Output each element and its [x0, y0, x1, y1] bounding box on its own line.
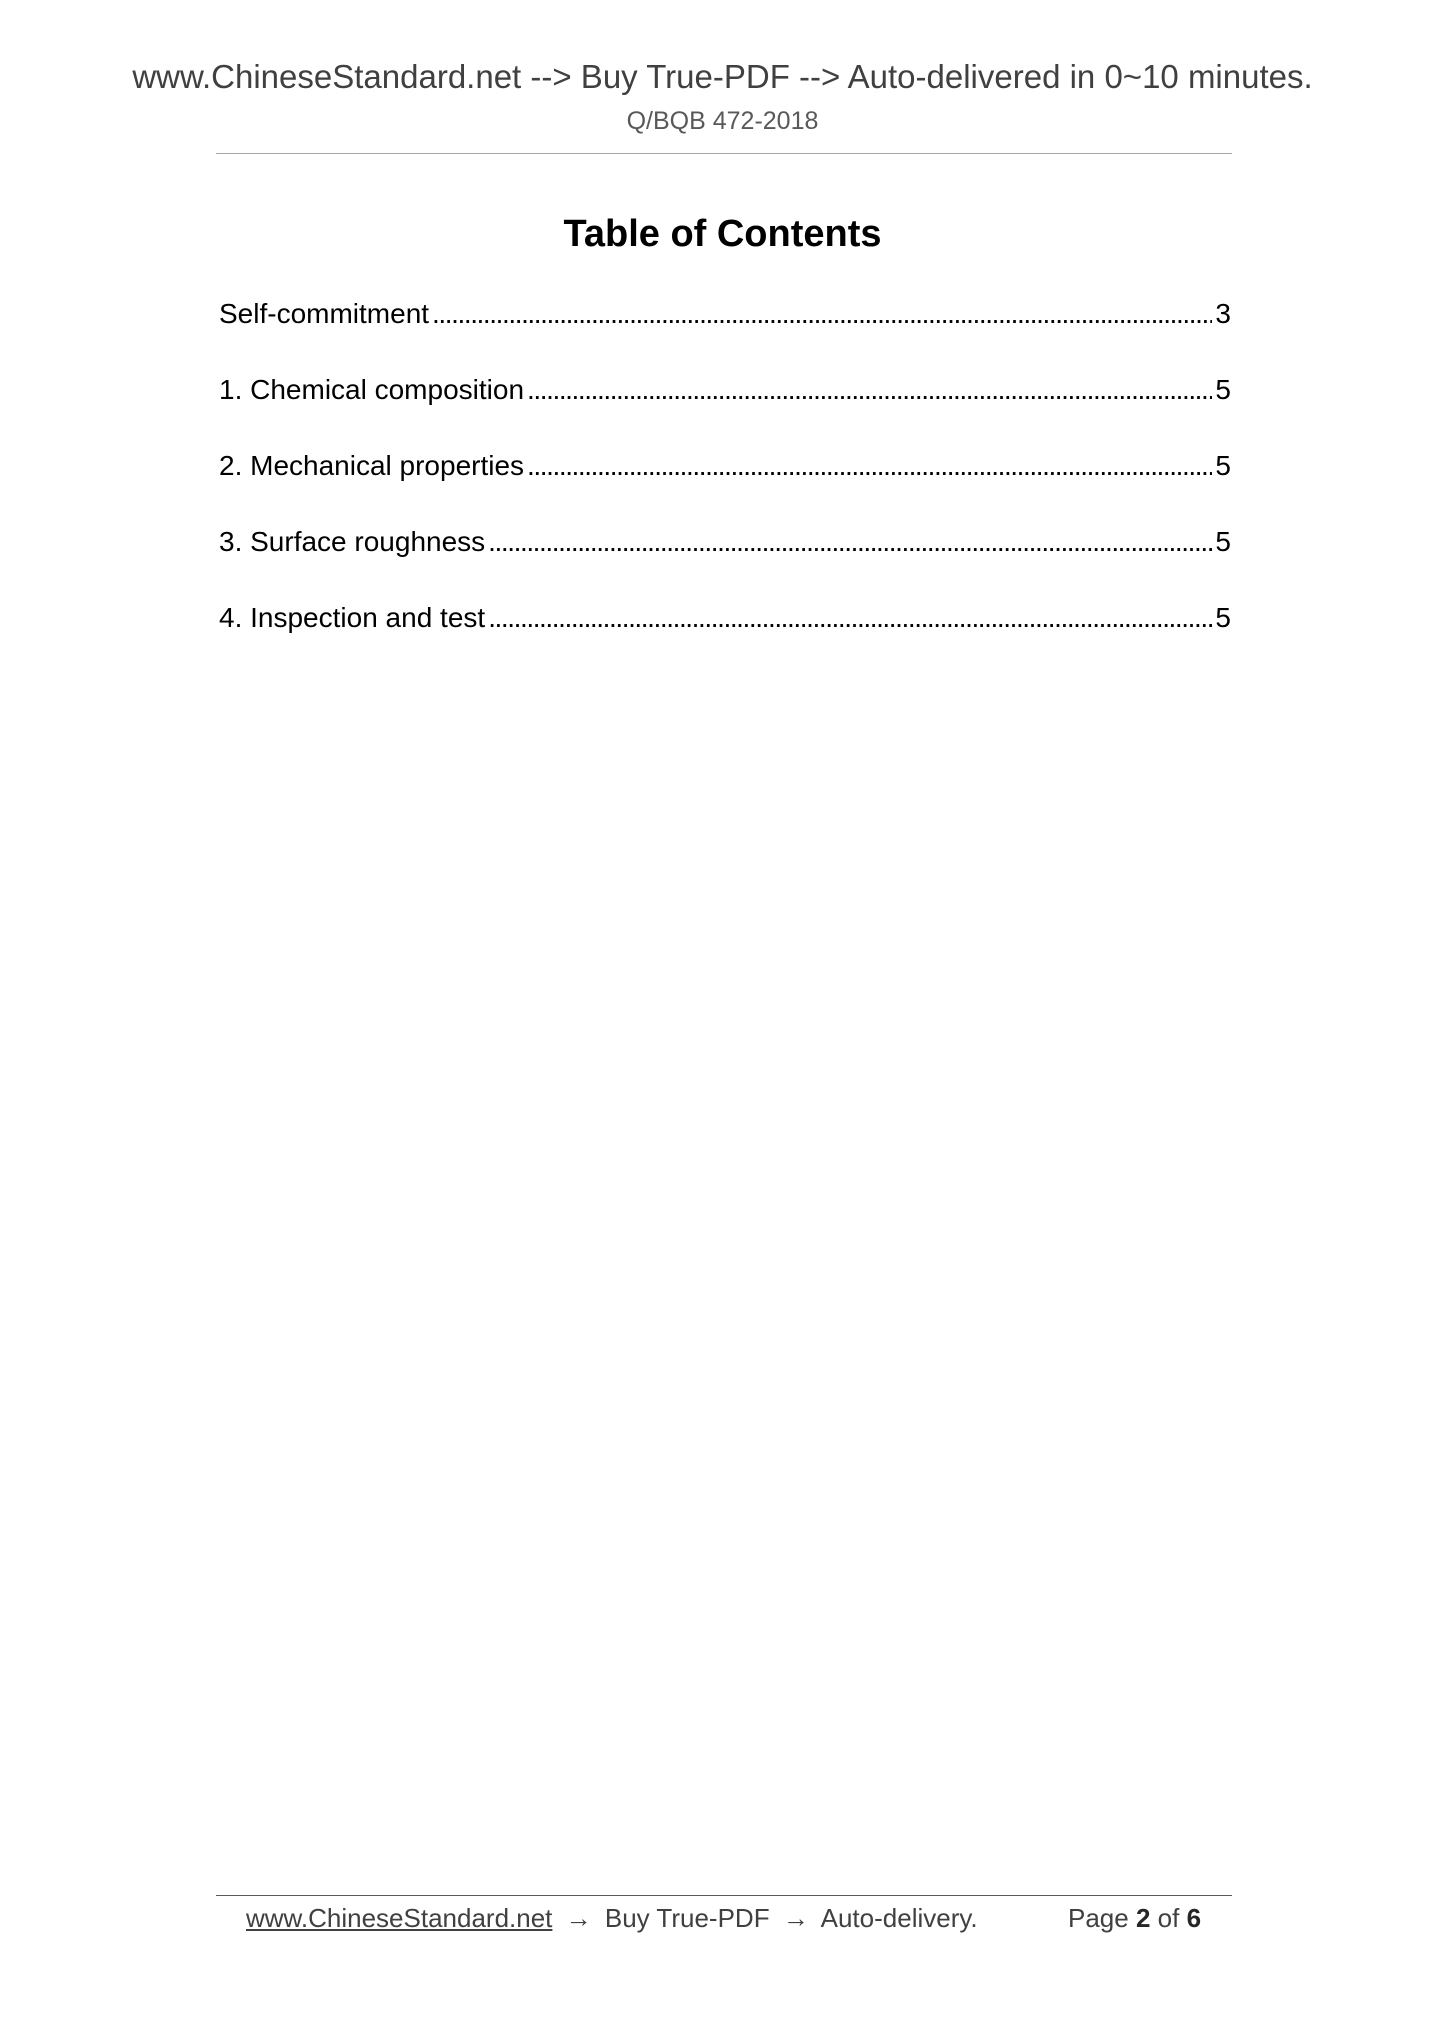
top-banner: www.ChineseStandard.net --> Buy True-PDF --> Auto-delivered in 0~10 minutes.: [132, 58, 1313, 95]
toc-entry-page: 5: [1215, 374, 1231, 405]
footer-delivery-text: Auto-delivery.: [820, 1903, 978, 1933]
toc-entry-page: 5: [1215, 602, 1231, 633]
toc-entry-page: 3: [1215, 298, 1231, 329]
right-arrow-icon: →: [565, 1903, 592, 1933]
toc-entry-page: 5: [1215, 450, 1231, 481]
toc-entry-chemical-composition[interactable]: [219, 373, 1231, 449]
page-footer: [246, 1903, 1226, 1937]
toc-entry-self-commitment[interactable]: [219, 297, 1231, 373]
toc-entry-label: 2. Mechanical properties: [219, 450, 525, 481]
of-word: of: [1157, 1903, 1180, 1933]
page-current: 2: [1135, 1903, 1151, 1933]
toc-title: Table of Contents: [563, 213, 882, 255]
page-total: 6: [1186, 1903, 1202, 1933]
toc-entry-label: 3. Surface roughness: [219, 526, 486, 557]
document-code: Q/BQB 472-2018: [626, 107, 819, 135]
toc-leader-dots: [527, 373, 1212, 407]
toc-leader-dots: [527, 449, 1212, 483]
right-arrow-icon: →: [782, 1903, 809, 1933]
page-word: Page: [1068, 1903, 1129, 1933]
toc-entry-inspection-and-test[interactable]: [219, 601, 1231, 677]
footer-site-link[interactable]: www.ChineseStandard.net: [246, 1903, 553, 1933]
toc-entry-page: 5: [1215, 526, 1231, 557]
header-divider: [216, 153, 1232, 154]
toc-entry-label: 4. Inspection and test: [219, 602, 486, 633]
toc-entry-surface-roughness[interactable]: [219, 525, 1231, 601]
footer-buy-text: Buy True-PDF: [604, 1903, 770, 1933]
toc-leader-dots: [488, 601, 1212, 635]
toc-list: [219, 297, 1231, 677]
toc-entry-mechanical-properties[interactable]: [219, 449, 1231, 525]
toc-entry-label: Self-commitment: [219, 298, 430, 329]
footer-promo: [246, 1903, 978, 1934]
page-number: [1068, 1903, 1201, 1934]
toc-leader-dots: [488, 525, 1212, 559]
footer-divider: [216, 1895, 1232, 1896]
toc-leader-dots: [432, 297, 1212, 331]
toc-entry-label: 1. Chemical composition: [219, 374, 525, 405]
